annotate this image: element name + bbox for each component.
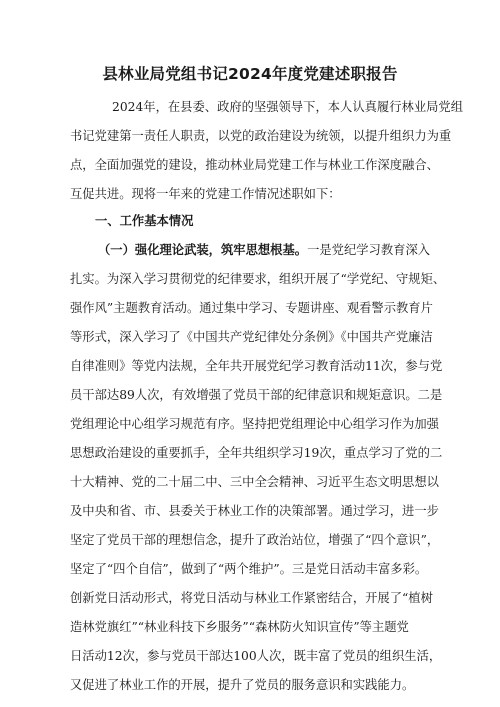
paragraph-line: 坚定了党员干部的理想信念，提升了政治站位，增强了“四个意识”， <box>70 533 440 547</box>
paragraph-line: 创新党日活动形式，将党日活动与林业工作紧密结合，开展了“植树 <box>70 591 433 605</box>
paragraph-line: 自律准则》等党内法规，全年共开展党纪学习教育活动11次，参与党 <box>70 359 443 373</box>
paragraph-line: 十大精神、党的二十届二中、三中全会精神、习近平生态文明思想以 <box>70 475 439 489</box>
paragraph-line: 思想政治建设的重要抓手，全年共组织学习19次，重点学习了党的二 <box>70 446 443 460</box>
paragraph-line: 党组理论中心组学习规范有序。坚持把党组理论中心组学习作为加强 <box>70 417 439 431</box>
paragraph-line: 点，全面加强党的建设，推动林业局党建工作与林业工作深度融合、 <box>70 158 439 172</box>
paragraph-line: 扎实。为深入学习贯彻党的纪律要求，组织开展了“学党纪、守规矩、 <box>70 272 446 286</box>
paragraph-line: 等形式，深入学习了《中国共产党纪律处分条例》《中国共产党廉洁 <box>70 330 433 344</box>
paragraph-line: 日活动12次，参与党员干部达100人次，既丰富了党员的组织生活， <box>70 649 442 663</box>
paragraph-line: 互促共进。现将一年来的党建工作情况述职如下： <box>70 187 341 201</box>
paragraph-line: 造林党旗红”“林业科技下乡服务”“森林防火知识宣传”等主题党 <box>70 620 409 634</box>
paragraph-line <box>98 242 430 258</box>
paragraph-line: 坚定了“四个自信”，做到了“两个维护”。三是党日活动丰富多彩。 <box>70 562 428 576</box>
paragraph-line: 及中央和省、市、县委关于林业工作的决策部署。通过学习，进一步 <box>70 504 439 518</box>
paragraph-line: 员干部达89人次，有效增强了党员干部的纪律意识和规矩意识。二是 <box>70 388 443 402</box>
paragraph-text: 一是党纪学习教育深入 <box>307 243 431 257</box>
page-title: 县林业局党组书记2024年度党建述职报告 <box>102 65 398 83</box>
paragraph-line: 2024年，在县委、政府的坚强领导下，本人认真履行林业局党组 <box>112 100 464 114</box>
paragraph-line: 又促进了林业工作的开展，提升了党员的服务意识和实践能力。 <box>70 678 415 692</box>
section-heading: 一、工作基本情况 <box>95 214 194 228</box>
paragraph-line: 书记党建第一责任人职责，以党的政治建设为统领，以提升组织力为重 <box>70 129 452 143</box>
subsection-heading: （一）强化理论武装，筑牢思想根基。 <box>98 243 308 257</box>
paragraph-line: 强作风”主题教育活动。通过集中学习、专题讲座、观看警示教育片 <box>70 301 433 315</box>
